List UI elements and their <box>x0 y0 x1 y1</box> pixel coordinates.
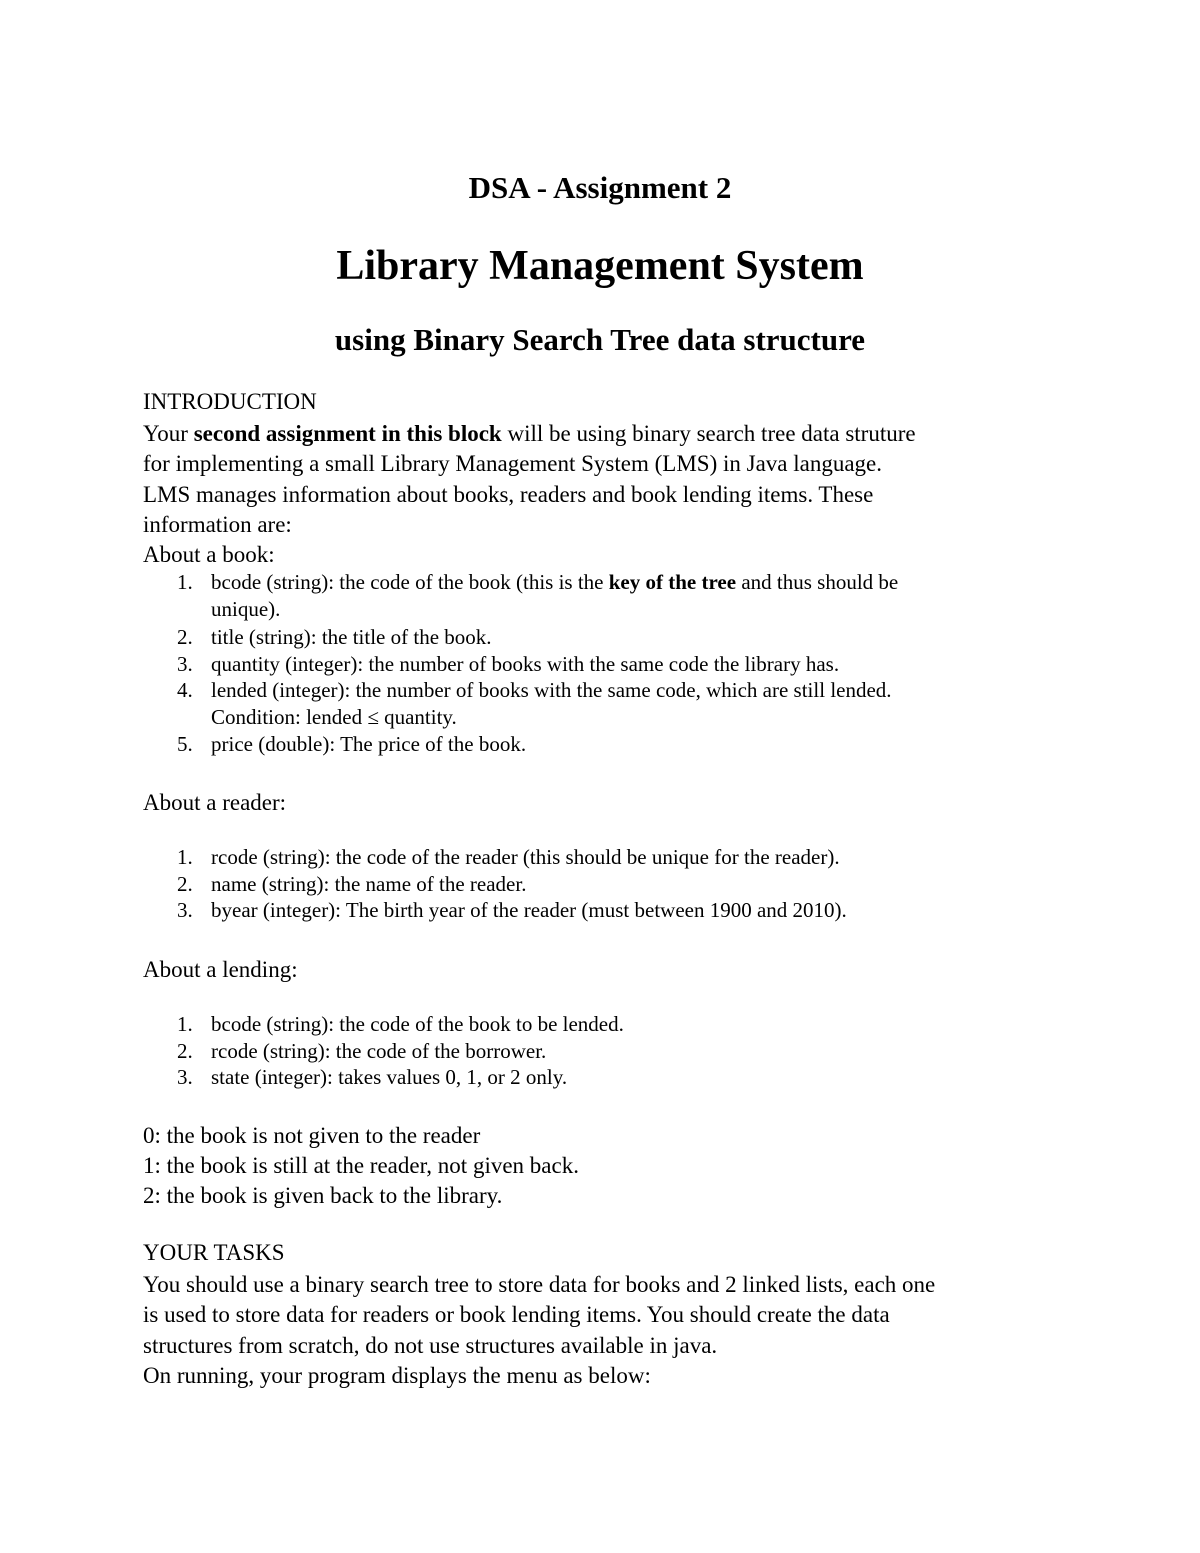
list-number: 1. <box>177 570 193 594</box>
tasks-heading: YOUR TASKS <box>143 1240 285 1265</box>
tasks-line: On running, your program displays the menu as below: <box>143 1363 651 1388</box>
state-line: 2: the book is given back to the library. <box>143 1183 503 1208</box>
intro-text: will be using binary search tree data struture <box>501 421 916 446</box>
list-text: price (double): The price of the book. <box>211 732 527 756</box>
list-number: 5. <box>177 732 193 756</box>
list-text-part: and thus should be <box>736 570 899 594</box>
intro-line-2: for implementing a small Library Management System (LMS) in Java language. <box>143 451 883 476</box>
list-text: lended (integer): the number of books with the same code, which are still lended. <box>211 678 892 702</box>
introduction-heading: INTRODUCTION <box>143 389 317 414</box>
list-text: byear (integer): The birth year of the reader (must between 1900 and 2010). <box>211 898 847 922</box>
list-text: rcode (string): the code of the borrower. <box>211 1039 547 1063</box>
intro-line-3: LMS manages information about books, readers and book lending items. These <box>143 482 874 507</box>
intro-line-1 <box>143 419 916 450</box>
book-heading: About a book: <box>143 542 275 567</box>
document-title: Library Management System <box>336 243 864 289</box>
list-text: state (integer): takes values 0, 1, or 2 only. <box>211 1065 568 1089</box>
tasks-line: is used to store data for readers or book lending items. You should create the data <box>143 1302 890 1327</box>
list-text: unique). <box>211 597 281 621</box>
list-number: 4. <box>177 678 193 702</box>
list-number: 3. <box>177 898 193 922</box>
intro-text: Your <box>143 421 194 446</box>
list-text: bcode (string): the code of the book to be lended. <box>211 1012 624 1036</box>
list-number: 1. <box>177 1012 193 1036</box>
tasks-line: structures from scratch, do not use structures available in java. <box>143 1333 718 1358</box>
lending-heading: About a lending: <box>143 957 298 982</box>
list-text: quantity (integer): the number of books with the same code the library has. <box>211 652 840 676</box>
intro-line-4: information are: <box>143 512 292 537</box>
list-text: rcode (string): the code of the reader (this should be unique for the reader). <box>211 845 840 869</box>
list-text: Condition: lended ≤ quantity. <box>211 705 457 729</box>
list-number: 2. <box>177 1039 193 1063</box>
list-number: 2. <box>177 625 193 649</box>
list-text <box>211 570 898 595</box>
list-number: 1. <box>177 845 193 869</box>
list-text-part: bcode (string): the code of the book (this is the <box>211 570 609 594</box>
list-bold-text: key of the tree <box>608 570 737 594</box>
intro-bold-text: second assignment in this block <box>193 421 502 446</box>
reader-heading: About a reader: <box>143 790 287 815</box>
state-line: 1: the book is still at the reader, not given back. <box>143 1153 579 1178</box>
list-text: title (string): the title of the book. <box>211 625 492 649</box>
course-heading: DSA - Assignment 2 <box>468 170 732 205</box>
list-number: 3. <box>177 1065 193 1089</box>
list-number: 3. <box>177 652 193 676</box>
list-text: name (string): the name of the reader. <box>211 872 527 896</box>
document-subtitle: using Binary Search Tree data structure <box>334 322 866 357</box>
tasks-line: You should use a binary search tree to store data for books and 2 linked lists, each one <box>143 1272 936 1297</box>
list-number: 2. <box>177 872 193 896</box>
state-line: 0: the book is not given to the reader <box>143 1123 481 1148</box>
